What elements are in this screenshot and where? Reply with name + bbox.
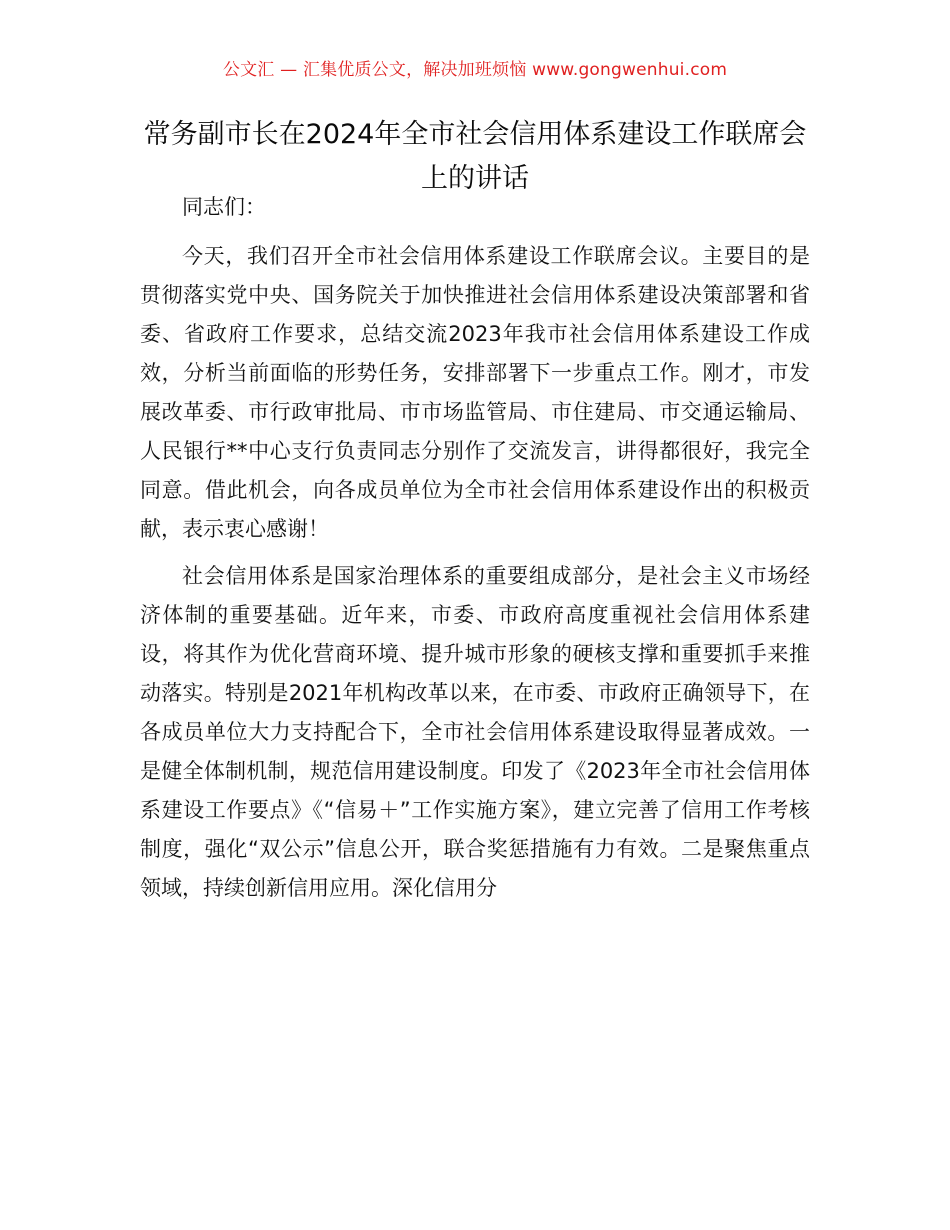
paragraph-achievements: 社会信用体系是国家治理体系的重要组成部分，是社会主义市场经济体制的重要基础。近年来，市委、市政府高度重视社会信用体系建设，将其作为优化营商环境、提升城市形象的硬核支撑和重要抓手来推动落实。特别是2021年机构改革以来，在市委、市政府正确领导下，在各成员单位大力支持配合下，全市社会信用体系建设取得显著成效。一是健全体制机制，规范信用建设制度。印发了《2023年全市社会信用体系建设工作要点》《“信易＋”工作实施方案》，建立完善了信用工作考核制度，强化“双公示”信息公开，联合奖惩措施有力有效。二是聚焦重点领域，持续创新信用应用。深化信用分: [140, 564, 810, 900]
paragraph-opening: 今天，我们召开全市社会信用体系建设工作联席会议。主要目的是贯彻落实党中央、国务院关于加快推进社会信用体系建设决策部署和省委、省政府工作要求，总结交流2023年我市社会信用体系建设工作成效，分析当前面临的形势任务，安排部署下一步重点工作。刚才，市发展改革委、市行政审批局、市市场监管局、市住建局、市交通运输局、人民银行**中心支行负责同志分别作了交流发言，讲得都很好，我完全同意。借此机会，向各成员单位为全市社会信用体系建设作出的积极贡献，表示衷心感谢！: [140, 244, 810, 541]
site-banner: 公文汇 — 汇集优质公文，解决加班烦恼 www.gongwenhui.com: [222, 60, 728, 80]
document-body: [140, 188, 810, 916]
document-title: 常务副市长在2024年全市社会信用体系建设工作联席会上的讲话: [143, 119, 807, 194]
salutation: 同志们：: [182, 195, 266, 219]
